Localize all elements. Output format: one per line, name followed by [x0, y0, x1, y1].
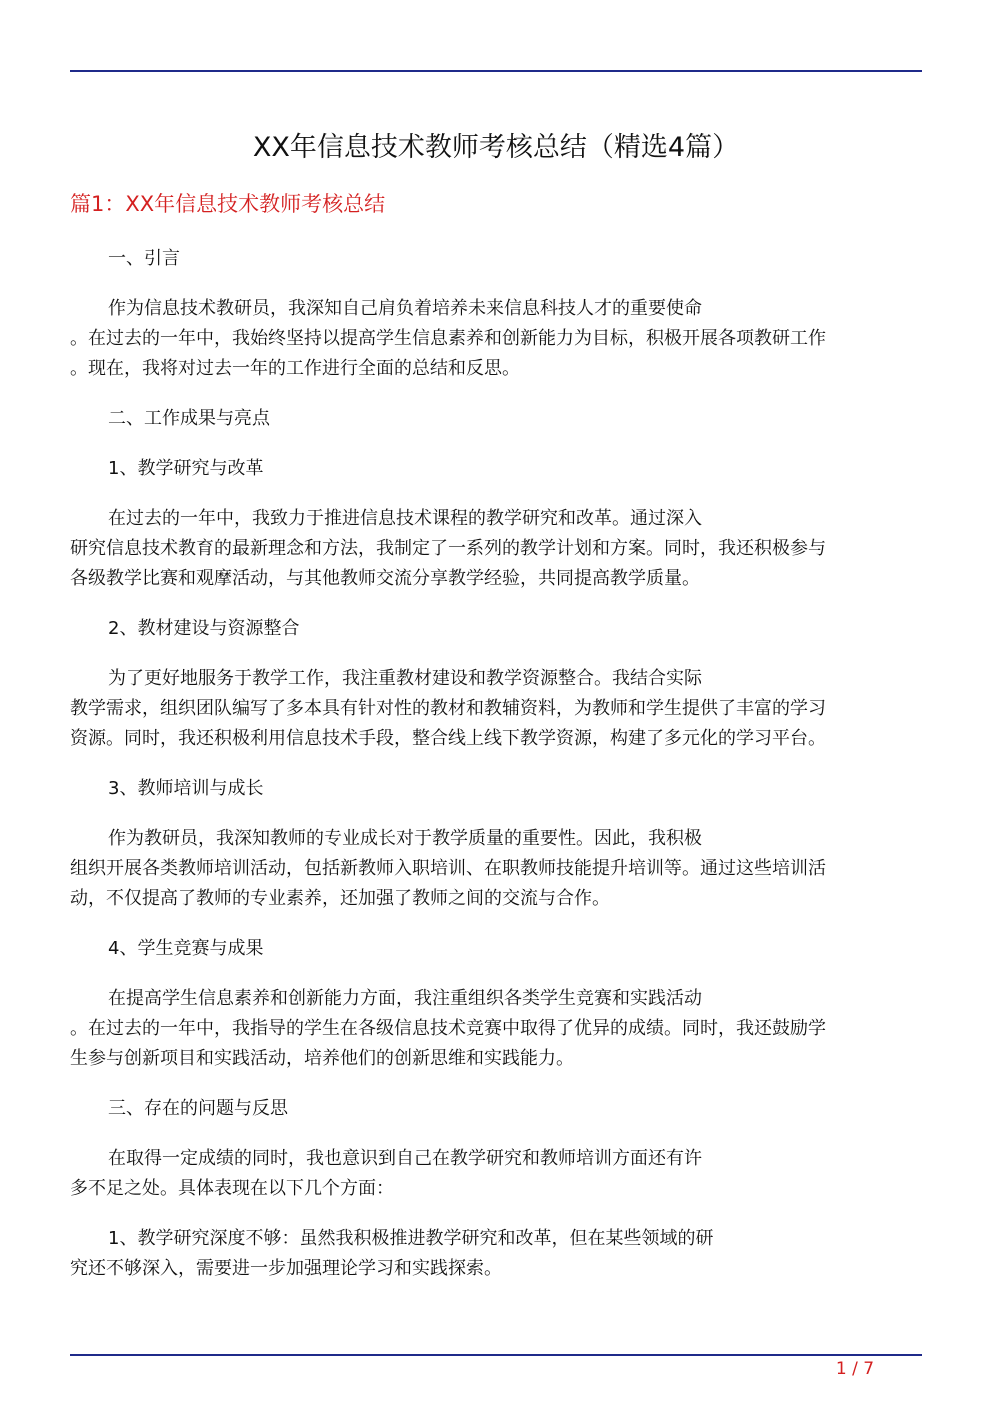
paragraph-line: 。在过去的一年中，我指导的学生在各级信息技术竞赛中取得了优异的成绩。同时，我还鼓励学 — [70, 1018, 826, 1039]
paragraph-line: 生参与创新项目和实践活动，培养他们的创新思维和实践能力。 — [70, 1048, 574, 1069]
paragraph — [70, 294, 922, 384]
subheading: 一、引言 — [108, 248, 180, 269]
paragraph-line: 究还不够深入，需要进一步加强理论学习和实践探索。 — [70, 1258, 502, 1279]
document-title: XX年信息技术教师考核总结（精选4篇） — [252, 132, 740, 163]
subheading: 2、教材建设与资源整合 — [108, 618, 300, 639]
paragraph-line: 在提高学生信息素养和创新能力方面，我注重组织各类学生竞赛和实践活动 — [108, 988, 702, 1009]
paragraph-line: 在过去的一年中，我致力于推进信息技术课程的教学研究和改革。通过深入 — [108, 508, 702, 529]
subheading: 3、教师培训与成长 — [108, 778, 264, 799]
document-body — [70, 244, 922, 1304]
paragraph-line: 资源。同时，我还积极利用信息技术手段，整合线上线下教学资源，构建了多元化的学习平台。 — [70, 728, 826, 749]
paragraph — [70, 664, 922, 754]
paragraph — [70, 504, 922, 594]
paragraph — [70, 824, 922, 914]
paragraph — [70, 984, 922, 1074]
paragraph-line: 组织开展各类教师培训活动，包括新教师入职培训、在职教师技能提升培训等。通过这些培训活 — [70, 858, 826, 879]
paragraph-line: 在取得一定成绩的同时，我也意识到自己在教学研究和教师培训方面还有许 — [108, 1148, 702, 1169]
subheading: 二、工作成果与亮点 — [108, 408, 270, 429]
section-heading: 篇1：XX年信息技术教师考核总结 — [70, 192, 386, 216]
page-number: 1 / 7 — [835, 1359, 875, 1379]
paragraph — [70, 1224, 922, 1284]
paragraph-line: 为了更好地服务于教学工作，我注重教材建设和教学资源整合。我结合实际 — [108, 668, 702, 689]
header-rule — [70, 70, 922, 72]
subheading: 1、教学研究与改革 — [108, 458, 264, 479]
paragraph-line: 。在过去的一年中，我始终坚持以提高学生信息素养和创新能力为目标，积极开展各项教研工作 — [70, 328, 826, 349]
footer-rule — [70, 1354, 922, 1356]
subheading: 4、学生竞赛与成果 — [108, 938, 264, 959]
paragraph-line: 。现在，我将对过去一年的工作进行全面的总结和反思。 — [70, 358, 520, 379]
paragraph-line: 1、教学研究深度不够：虽然我积极推进教学研究和改革，但在某些领域的研 — [108, 1228, 714, 1249]
paragraph-line: 教学需求，组织团队编写了多本具有针对性的教材和教辅资料，为教师和学生提供了丰富的学习 — [70, 698, 826, 719]
subheading: 三、存在的问题与反思 — [108, 1098, 288, 1119]
paragraph-line: 动，不仅提高了教师的专业素养，还加强了教师之间的交流与合作。 — [70, 888, 610, 909]
paragraph-line: 作为教研员，我深知教师的专业成长对于教学质量的重要性。因此，我积极 — [108, 828, 702, 849]
paragraph-line: 研究信息技术教育的最新理念和方法，我制定了一系列的教学计划和方案。同时，我还积极参与 — [70, 538, 826, 559]
paragraph — [70, 1144, 922, 1204]
paragraph-line: 多不足之处。具体表现在以下几个方面： — [70, 1178, 394, 1199]
paragraph-line: 作为信息技术教研员，我深知自己肩负着培养未来信息科技人才的重要使命 — [108, 298, 702, 319]
paragraph-line: 各级教学比赛和观摩活动，与其他教师交流分享教学经验，共同提高教学质量。 — [70, 568, 700, 589]
